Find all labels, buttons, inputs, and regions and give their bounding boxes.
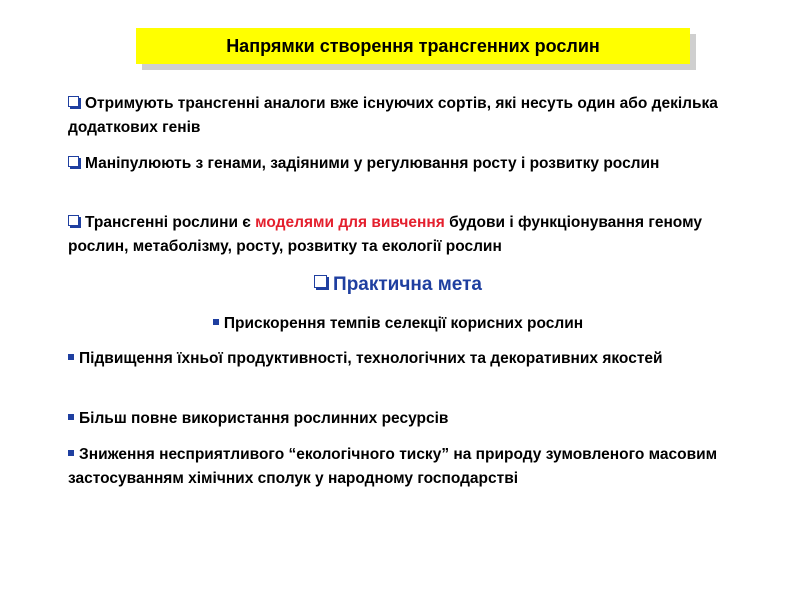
square-bullet-icon: [68, 450, 74, 456]
checkbox-bullet-icon: [314, 275, 327, 288]
checkbox-bullet-icon: [68, 215, 79, 226]
slide-title-text: Напрямки створення трансгенних рослин: [226, 35, 600, 56]
slide-title: [136, 28, 690, 64]
bullet-1-text: Отримують трансгенні аналоги вже існуючих сортів, які несуть один або декілька додаткових генів: [68, 95, 718, 136]
bullet-3-text-before: Трансгенні рослини є: [85, 214, 256, 231]
practical-item-1: [68, 312, 728, 336]
bullet-3-text-after: будови і функціонування геному рослин, метаболізму, росту, розвитку та екології рослин: [68, 214, 702, 255]
practical-item-4: [68, 443, 728, 491]
practical-item-3-text: Більш повне використання рослинних ресурсів: [79, 410, 449, 427]
bullet-3-highlight: моделями для вивчення: [255, 214, 445, 231]
bullet-2: [68, 152, 728, 176]
bullet-3: [68, 211, 728, 259]
practical-item-3: [68, 407, 728, 431]
square-bullet-icon: [213, 319, 219, 325]
bullet-1: [68, 92, 728, 140]
checkbox-bullet-icon: [68, 156, 79, 167]
practical-heading: [68, 273, 728, 298]
square-bullet-icon: [68, 354, 74, 360]
practical-item-4-text: Зниження несприятливого “екологічного тиску” на природу зумовленого масовим застосуванням хімічних сполук у народному господарстві: [68, 446, 718, 487]
square-bullet-icon: [68, 414, 74, 420]
practical-item-2: [68, 347, 728, 371]
practical-item-1-text: Прискорення темпів селекції корисних рослин: [223, 315, 584, 332]
bullet-2-text: Маніпулюють з генами, задіяними у регулювання росту і розвитку рослин: [85, 155, 660, 172]
checkbox-bullet-icon: [68, 96, 79, 107]
practical-item-2-text: Підвищення їхньої продуктивності, технологічних та декоративних якостей: [79, 350, 663, 367]
practical-heading-text: Практична мета: [333, 274, 482, 295]
